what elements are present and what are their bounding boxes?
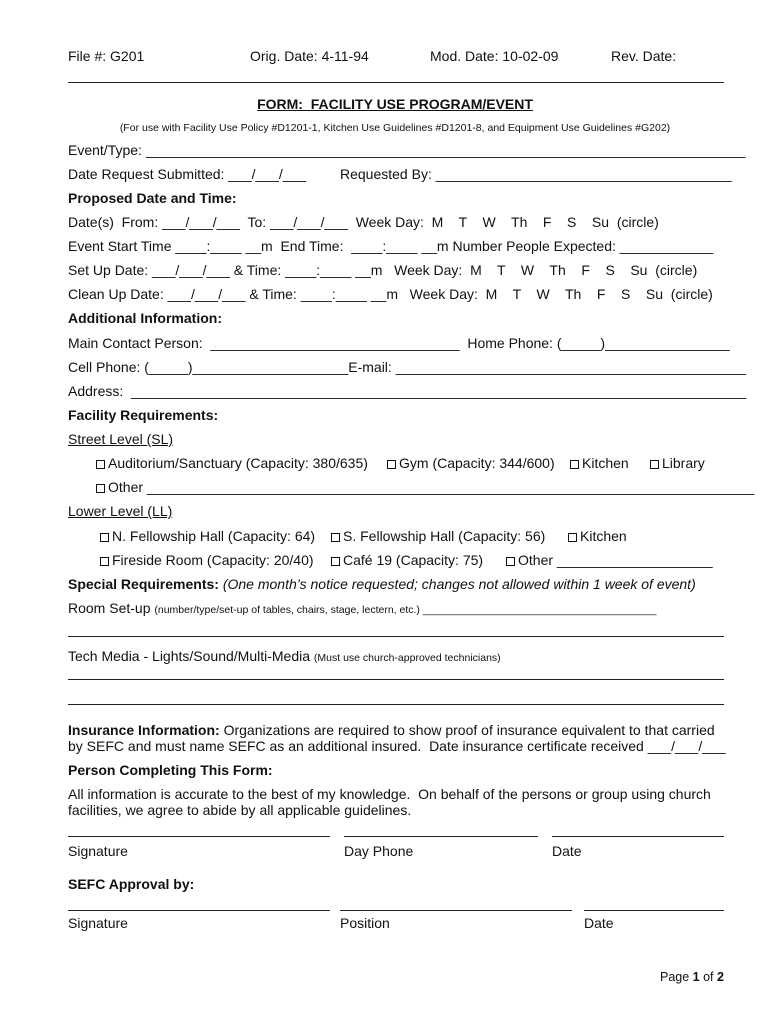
event-type-field[interactable]: Event/Type: _____________________________________________________________________________ xyxy=(68,142,746,158)
street-level-heading: Street Level (SL) xyxy=(68,431,174,447)
orig-date: Orig. Date: 4-11-94 xyxy=(250,48,369,64)
checkbox-icon[interactable] xyxy=(387,460,396,469)
requested-by-field[interactable]: Requested By: ______________________________________ xyxy=(340,166,732,182)
setup-date-field[interactable]: Set Up Date: ___/___/___ & Time: ____:____ __m Week Day: M T W Th F S Su (circle) xyxy=(68,262,698,278)
signature-line[interactable] xyxy=(68,836,330,837)
sl-other-option[interactable]: Other ______________________________________________________________________________ xyxy=(96,479,754,495)
tech-media-line-1[interactable] xyxy=(68,679,724,680)
day-phone-label: Day Phone xyxy=(344,843,414,859)
ll-cafe-option[interactable]: Café 19 (Capacity: 75) xyxy=(331,552,483,568)
proposed-heading: Proposed Date and Time: xyxy=(68,190,237,206)
checkbox-icon[interactable] xyxy=(100,533,109,542)
checkbox-icon[interactable] xyxy=(650,460,659,469)
approval-signature-line[interactable] xyxy=(68,910,330,911)
dates-field[interactable]: Date(s) From: ___/___/___ To: ___/___/___ Week Day: M T W Th F S Su (circle) xyxy=(68,214,659,230)
ll-n-fellowship-option[interactable]: N. Fellowship Hall (Capacity: 64) xyxy=(100,528,315,544)
approval-heading: SEFC Approval by: xyxy=(68,876,195,892)
ll-other-option[interactable]: Other ____________________ xyxy=(506,552,713,568)
rev-date: Rev. Date: xyxy=(611,48,677,64)
facility-heading: Facility Requirements: xyxy=(68,407,219,423)
insurance-date-field[interactable]: by SEFC and must name SEFC as an additional insured. Date insurance certificate received ___/___/___ xyxy=(68,738,726,754)
header-divider xyxy=(68,82,724,83)
room-setup-line[interactable] xyxy=(68,636,724,637)
signature-label: Signature xyxy=(68,843,128,859)
lower-level-heading: Lower Level (LL) xyxy=(68,503,173,519)
main-contact-field[interactable]: Main Contact Person: ________________________________ Home Phone: (_____)________________ xyxy=(68,335,730,351)
additional-heading: Additional Information: xyxy=(68,310,222,326)
date-submitted-field[interactable]: Date Request Submitted: ___/___/___ xyxy=(68,166,307,182)
file-number: File #: G201 xyxy=(68,48,145,64)
approval-position-label: Position xyxy=(340,915,390,931)
accuracy-statement-1: All information is accurate to the best of my knowledge. On behalf of the persons or group using church xyxy=(68,786,711,802)
room-setup-field[interactable]: Room Set-up (number/type/set-up of tables, chairs, stage, lectern, etc.) ________________________________________ xyxy=(68,600,657,616)
person-completing-heading: Person Completing This Form: xyxy=(68,762,273,778)
checkbox-icon[interactable] xyxy=(96,460,105,469)
form-subtitle: (For use with Facility Use Policy #D1201-1, Kitchen Use Guidelines #D1201-8, and Equipment Use Guidelines #G202) xyxy=(119,122,671,134)
tech-media-line-2[interactable] xyxy=(68,704,724,705)
special-requirements: Special Requirements: (One month’s notice requested; changes not allowed within 1 week of event) xyxy=(68,576,696,592)
address-field[interactable]: Address: _______________________________________________________________________________ xyxy=(68,383,747,399)
approval-position-line[interactable] xyxy=(340,910,572,911)
insurance-info: Insurance Information: Organizations are required to show proof of insurance equivalent to that carried xyxy=(68,722,715,738)
checkbox-icon[interactable] xyxy=(96,484,105,493)
approval-date-label: Date xyxy=(584,915,614,931)
page-indicator: Page 1 of 2 xyxy=(660,970,724,984)
checkbox-icon[interactable] xyxy=(570,460,579,469)
sl-library-option[interactable]: Library xyxy=(650,455,705,471)
sl-kitchen-option[interactable]: Kitchen xyxy=(570,455,629,471)
checkbox-icon[interactable] xyxy=(506,557,515,566)
approval-date-line[interactable] xyxy=(584,910,724,911)
form-title: FORM: FACILITY USE PROGRAM/EVENT xyxy=(257,96,533,112)
checkbox-icon[interactable] xyxy=(568,533,577,542)
mod-date: Mod. Date: 10-02-09 xyxy=(430,48,559,64)
tech-media-field[interactable]: Tech Media - Lights/Sound/Multi-Media (Must use church-approved technicians) xyxy=(68,648,501,664)
ll-kitchen-option[interactable]: Kitchen xyxy=(568,528,627,544)
checkbox-icon[interactable] xyxy=(331,533,340,542)
accuracy-statement-2: facilities, we agree to abide by all applicable guidelines. xyxy=(68,802,412,818)
sl-gym-option[interactable]: Gym (Capacity: 344/600) xyxy=(387,455,555,471)
date-label: Date xyxy=(552,843,582,859)
date-line[interactable] xyxy=(552,836,724,837)
approval-signature-label: Signature xyxy=(68,915,128,931)
cell-phone-field[interactable]: Cell Phone: (_____)____________________E-mail: _____________________________________________ xyxy=(68,359,747,375)
day-phone-line[interactable] xyxy=(344,836,538,837)
ll-fireside-option[interactable]: Fireside Room (Capacity: 20/40) xyxy=(100,552,314,568)
cleanup-date-field[interactable]: Clean Up Date: ___/___/___ & Time: ____:____ __m Week Day: M T W Th F S Su (circle) xyxy=(68,286,713,302)
sl-auditorium-option[interactable]: Auditorium/Sanctuary (Capacity: 380/635) xyxy=(96,455,368,471)
checkbox-icon[interactable] xyxy=(331,557,340,566)
event-time-field[interactable]: Event Start Time ____:____ __m End Time: ____:____ __m Number People Expected: ____________ xyxy=(68,238,714,254)
checkbox-icon[interactable] xyxy=(100,557,109,566)
ll-s-fellowship-option[interactable]: S. Fellowship Hall (Capacity: 56) xyxy=(331,528,545,544)
